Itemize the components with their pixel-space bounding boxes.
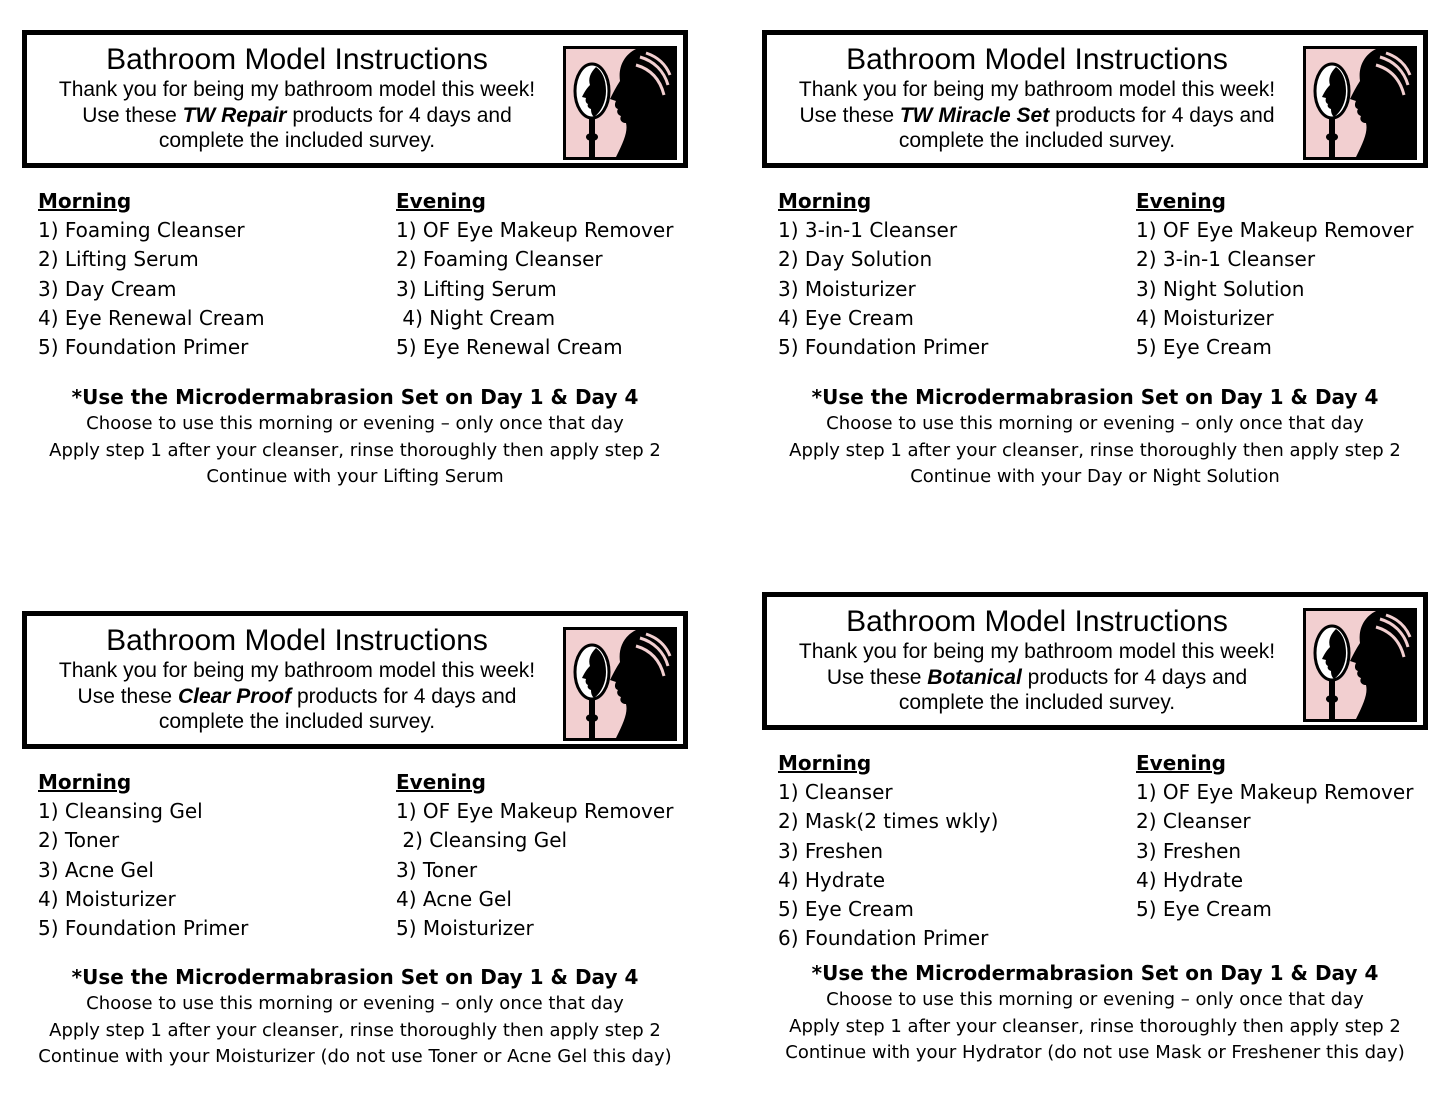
morning-step: 5) Foundation Primer [38,335,249,360]
header-text [37,43,557,154]
morning-step: 2) Mask(2 times wkly) [778,809,999,834]
evening-column [1136,187,1413,362]
note-lines [22,411,688,491]
thanks-line: Thank you for being my bathroom model this week! [798,78,1276,101]
note-line: Choose to use this morning or evening – only once that day [826,989,1364,1010]
note-line: Continue with your Lifting Serum [206,466,504,487]
evening-step: 2) Cleanser [1136,809,1251,834]
evening-step: 5) Eye Renewal Cream [396,335,623,360]
morning-step: 1) Cleanser [778,780,893,804]
morning-step: 4) Eye Cream [778,305,914,330]
evening-step: 2) Foaming Cleanser [396,247,603,272]
use-suffix: products for 4 days and [1055,103,1275,127]
evening-list [396,216,673,362]
morning-heading: Morning [38,189,132,213]
evening-step: 4) Hydrate [1136,867,1244,892]
card-header [22,611,688,749]
evening-step: 5) Moisturizer [396,916,534,941]
use-line [37,684,557,710]
evening-list [396,797,673,943]
evening-step: 1) OF Eye Makeup Remover [396,799,674,823]
morning-step: 1) 3-in-1 Cleanser [778,218,958,242]
morning-column [38,768,248,943]
morning-step: 5) Foundation Primer [778,335,989,360]
note-line: Apply step 1 after your cleanser, rinse thoroughly then apply step 2 [49,1019,661,1041]
evening-column [396,187,673,362]
survey-line: complete the included survey. [158,710,436,733]
product-name: TW Repair [182,103,287,127]
morning-step: 4) Hydrate [778,867,886,892]
woman-with-hand-mirror-icon [1303,46,1417,160]
product-name: TW Miracle Set [899,103,1050,127]
woman-with-hand-mirror-icon [563,46,677,160]
morning-step: 2) Toner [38,828,120,853]
use-line [37,103,557,129]
morning-column [778,749,998,954]
evening-step: 4) Acne Gel [396,886,512,911]
evening-list [1136,778,1413,924]
survey-line: complete the included survey. [898,691,1176,714]
morning-list [778,216,988,362]
woman-with-hand-mirror-icon [563,627,677,741]
use-prefix: Use these [799,103,895,127]
note-lines [22,991,688,1071]
note-line: Choose to use this morning or evening – only once that day [86,413,624,434]
card-title: Bathroom Model Instructions [846,605,1228,638]
card-title: Bathroom Model Instructions [106,624,488,657]
morning-list [38,797,248,943]
morning-step: 6) Foundation Primer [778,926,989,951]
morning-step: 2) Lifting Serum [38,247,199,272]
use-prefix: Use these [82,103,177,127]
survey-line: complete the included survey. [158,129,436,152]
woman-with-hand-mirror-icon [1303,608,1417,722]
evening-step: 4) Night Cream [396,305,556,330]
morning-heading: Morning [778,751,872,775]
morning-step: 4) Moisturizer [38,886,176,911]
thanks-line: Thank you for being my bathroom model this week! [58,659,536,682]
header-text [37,624,557,735]
note-line: Choose to use this morning or evening – only once that day [826,413,1364,434]
card-header [762,30,1428,168]
morning-step: 5) Eye Cream [778,897,914,922]
morning-step: 1) Cleansing Gel [38,799,203,823]
evening-step: 2) Cleansing Gel [396,828,568,853]
evening-step: 3) Night Solution [1136,276,1305,301]
thanks-line: Thank you for being my bathroom model this week! [58,78,536,101]
card-header [762,592,1428,730]
use-prefix: Use these [826,665,922,689]
evening-step: 1) OF Eye Makeup Remover [396,218,674,242]
morning-heading: Morning [778,189,872,213]
morning-list [778,778,998,954]
note-lines [762,411,1428,491]
morning-step: 5) Foundation Primer [38,916,249,941]
microdermabrasion-note [22,383,688,491]
note-line: Apply step 1 after your cleanser, rinse thoroughly then apply step 2 [789,439,1401,461]
card-title: Bathroom Model Instructions [106,43,488,76]
evening-heading: Evening [1136,751,1226,775]
note-title: *Use the Microdermabrasion Set on Day 1 & Day 4 [71,965,639,989]
card-title: Bathroom Model Instructions [846,43,1228,76]
use-line [777,665,1297,691]
survey-line: complete the included survey. [898,129,1176,152]
morning-list [38,216,265,362]
evening-heading: Evening [396,189,486,213]
evening-heading: Evening [396,770,486,794]
evening-step: 5) Eye Cream [1136,897,1272,922]
morning-heading: Morning [38,770,132,794]
note-line: Continue with your Day or Night Solution [910,466,1280,487]
product-name: Clear Proof [177,684,292,708]
morning-step: 3) Acne Gel [38,857,154,882]
microdermabrasion-note [762,959,1428,1067]
microdermabrasion-note [762,383,1428,491]
thanks-line: Thank you for being my bathroom model this week! [798,640,1276,663]
note-line: Apply step 1 after your cleanser, rinse thoroughly then apply step 2 [789,1015,1401,1037]
evening-list [1136,216,1413,362]
evening-heading: Evening [1136,189,1226,213]
morning-step: 1) Foaming Cleanser [38,218,245,242]
evening-step: 1) OF Eye Makeup Remover [1136,780,1414,804]
note-title: *Use the Microdermabrasion Set on Day 1 & Day 4 [71,385,639,409]
use-suffix: products for 4 days and [292,103,512,127]
evening-step: 3) Toner [396,857,478,882]
evening-step: 5) Eye Cream [1136,335,1272,360]
evening-column [396,768,673,943]
evening-step: 4) Moisturizer [1136,305,1274,330]
morning-step: 4) Eye Renewal Cream [38,305,265,330]
morning-step: 3) Day Cream [38,276,177,301]
use-prefix: Use these [77,684,173,708]
note-lines [762,987,1428,1067]
note-title: *Use the Microdermabrasion Set on Day 1 & Day 4 [811,961,1379,985]
morning-step: 3) Moisturizer [778,276,916,301]
microdermabrasion-note [22,963,688,1071]
evening-column [1136,749,1413,924]
morning-step: 2) Day Solution [778,247,933,272]
evening-step: 3) Freshen [1136,838,1242,863]
note-line: Apply step 1 after your cleanser, rinse thoroughly then apply step 2 [49,439,661,461]
card-header [22,30,688,168]
evening-step: 1) OF Eye Makeup Remover [1136,218,1414,242]
use-suffix: products for 4 days and [296,684,517,708]
morning-step: 3) Freshen [778,838,884,863]
note-line: Choose to use this morning or evening – only once that day [86,993,624,1014]
evening-step: 2) 3-in-1 Cleanser [1136,247,1316,272]
product-name: Botanical [927,665,1022,689]
header-text [777,43,1297,154]
morning-column [38,187,265,362]
note-line: Continue with your Hydrator (do not use Mask or Freshener this day) [785,1042,1405,1063]
use-line [777,103,1297,129]
note-line: Continue with your Moisturizer (do not use Toner or Acne Gel this day) [38,1046,672,1067]
note-title: *Use the Microdermabrasion Set on Day 1 & Day 4 [811,385,1379,409]
use-suffix: products for 4 days and [1027,665,1248,689]
header-text [777,605,1297,716]
morning-column [778,187,988,362]
evening-step: 3) Lifting Serum [396,276,557,301]
